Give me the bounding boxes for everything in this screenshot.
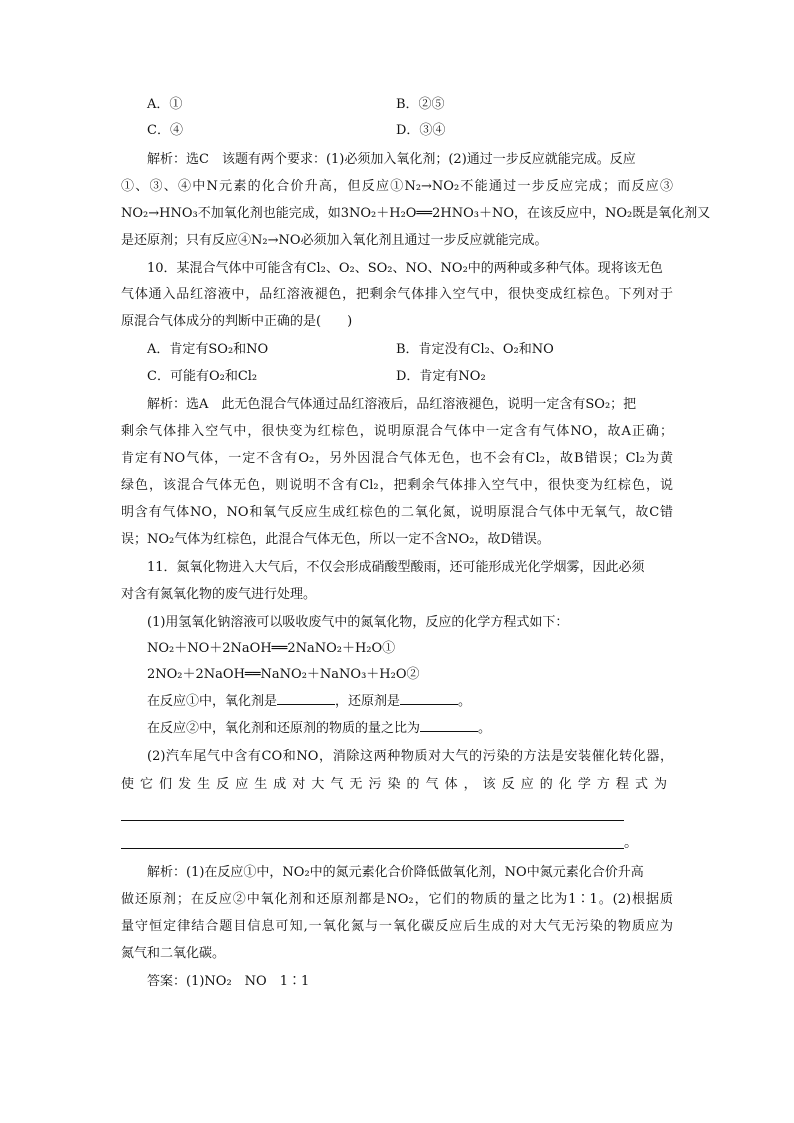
q10-option-d: D．肯定有NO₂ [396, 369, 486, 384]
q11-part1-intro: (1)用氢氧化钠溶液可以吸收废气中的氮氧化物，反应的化学方程式如下： [147, 615, 569, 630]
q10-analysis-line: 解析：选A 此无色混合气体通过品红溶液后，品红溶液褪色，说明一定含有SO₂；把 [147, 397, 637, 412]
q11-stem-line: 11．氮氧化物进入大气后，不仅会形成硝酸型酸雨，还可能形成光化学烟雾，因此必须 [147, 560, 645, 575]
q10-analysis-line: 肯定有NO气体，一定不含有O₂，另外因混合气体无色，也不会有Cl₂，故B错误；Cl₂为黄 [121, 451, 673, 466]
ratio-blank[interactable] [420, 717, 478, 732]
q10-analysis-line: 剩余气体排入空气中，很快变为红棕色，说明原混合气体中一定含有气体NO，故A正确； [121, 424, 673, 439]
fill-text: 。 [458, 694, 472, 709]
q11-equation-2: 2NO₂＋2NaOH══NaNO₂＋NaNO₃＋H₂O② [147, 667, 420, 682]
q11-analysis-line: 量守恒定律结合题目信息可知,一氧化氮与一氧化碳反应后生成的对大气无污染的物质应为 [121, 919, 673, 934]
q10-stem-line: 气体通入品红溶液中，品红溶液褪色，把剩余气体排入空气中，很快变成红棕色。下列对于 [121, 287, 673, 302]
q9-option-a: A．① [147, 97, 183, 112]
fill-text: 在反应②中，氧化剂和还原剂的物质的量之比为 [147, 721, 421, 736]
q11-analysis-line: 氮气和二氧化碳。 [121, 946, 226, 961]
q9-analysis-line: ①、③、④中N元素的化合价升高，但反应①N₂→NO₂不能通过一步反应完成；而反应③ [121, 179, 673, 194]
q11-equation-1: NO₂＋NO＋2NaOH══2NaNO₂＋H₂O① [147, 641, 396, 656]
equation-answer-blank-2[interactable] [121, 848, 624, 849]
q9-analysis-line: 解析：选C 该题有两个要求：(1)必须加入氧化剂；(2)通过一步反应就能完成。反应 [147, 152, 636, 167]
q11-fill-line-1 [147, 690, 471, 714]
q10-analysis-line: 绿色，该混合气体无色，则说明不含有Cl₂，把剩余气体排入空气中，很快变为红棕色，说 [121, 478, 673, 493]
q10-analysis-line: 明含有气体NO，NO和氧气反应生成红棕色的二氧化氮，说明原混合气体中无氧气，故C错 [121, 505, 673, 520]
q11-fill-line-2 [147, 717, 491, 741]
fill-text: 。 [478, 721, 492, 736]
fill-text: ，还原剂是 [335, 694, 401, 709]
q11-analysis-line: 解析：(1)在反应①中，NO₂中的氮元素化合价降低做氧化剂，NO中氮元素化合价升高 [147, 865, 644, 880]
q9-analysis-line: 是还原剂；只有反应④N₂→NO必须加入氧化剂且通过一步反应就能完成。 [121, 233, 548, 248]
q11-stem-line: 对含有氮氧化物的废气进行处理。 [121, 587, 317, 602]
q10-stem-line: 10．某混合气体中可能含有Cl₂、O₂、SO₂、NO、NO₂中的两种或多种气体。现将该无色 [147, 261, 663, 276]
q11-part2-line: (2)汽车尾气中含有CO和NO，消除这两种物质对大气的污染的方法是安装催化转化器， [147, 749, 673, 764]
q11-analysis-line: 做还原剂；在反应②中氧化剂和还原剂都是NO₂，它们的物质的量之比为1∶1。(2)根据质 [121, 892, 673, 907]
q9-option-b: B．②⑤ [396, 97, 445, 112]
q9-option-c: C．④ [147, 123, 183, 138]
end-period: 。 [624, 835, 638, 851]
q11-part2-line: 使它们发生反应生成对大气无污染的气体，该反应的化学方程式为 [121, 777, 673, 792]
q10-option-b: B．肯定没有Cl₂、O₂和NO [396, 342, 554, 357]
reducer-blank[interactable] [400, 690, 458, 705]
q10-stem-line: 原混合气体成分的判断中正确的是( ) [121, 314, 353, 329]
q9-analysis-line: NO₂→HNO₃不加氧化剂也能完成，如3NO₂＋H₂O══2HNO₃＋NO，在该反应中，NO₂既是氧化剂又 [121, 206, 711, 221]
q11-answer: 答案：(1)NO₂ NO 1∶1 [147, 974, 310, 989]
q9-option-d: D．③④ [396, 123, 446, 138]
fill-text: 在反应①中，氧化剂是 [147, 694, 278, 709]
q10-option-a: A．肯定有SO₂和NO [147, 342, 269, 357]
oxidizer-blank[interactable] [277, 690, 335, 705]
q10-option-c: C．可能有O₂和Cl₂ [147, 369, 258, 384]
q10-analysis-line: 误；NO₂气体为红棕色，此混合气体无色，所以一定不含NO₂，故D错误。 [121, 532, 550, 547]
equation-answer-blank-1[interactable] [121, 820, 624, 821]
